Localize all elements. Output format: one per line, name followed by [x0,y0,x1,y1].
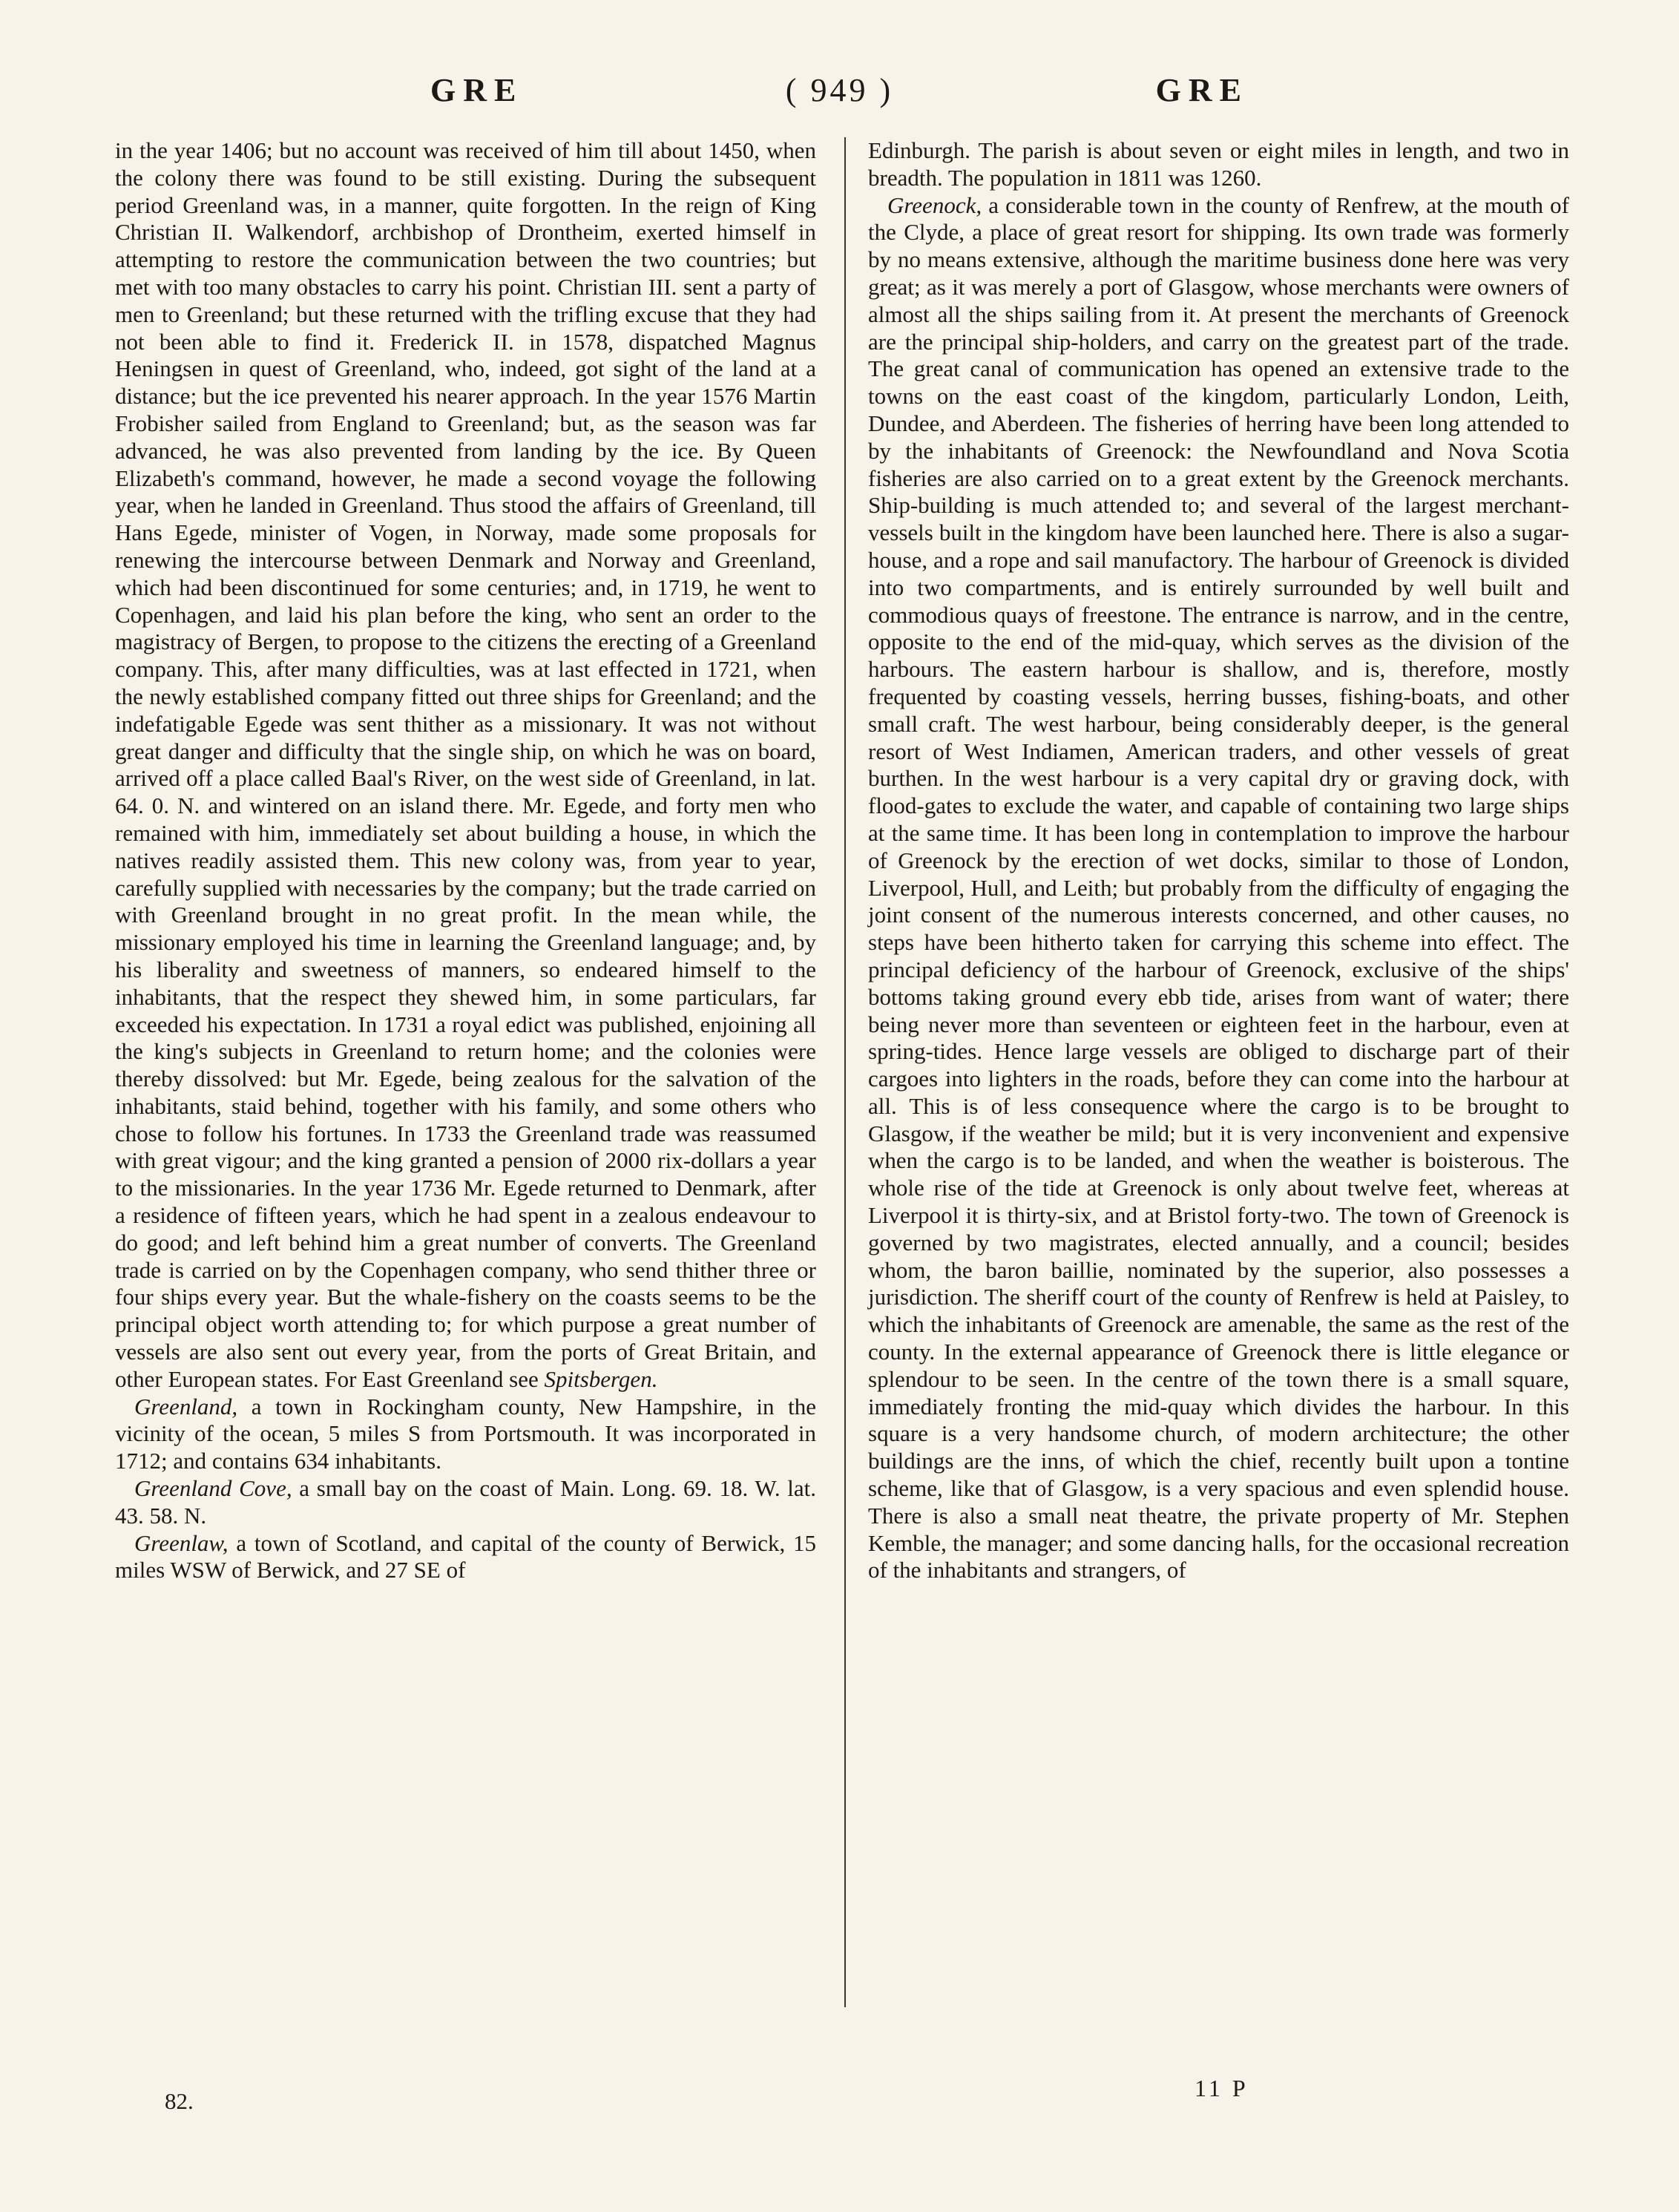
entry-text: a town of Scotland, and capital of the county of Berwick, 15 miles WSW of Berwick, and 27 SE of [115,1529,816,1583]
text-columns [115,137,1588,2067]
entry-greenock [868,192,1569,1585]
catchword-tail: 82. [165,2088,194,2114]
cross-reference: Spitsbergen. [544,1365,658,1392]
running-head-right: GRE [1155,72,1249,108]
entry-headword: Greenock, [887,191,982,218]
paragraph-text: in the year 1406; but no account was received of him till about 1450, when the colony there was found to be still existing. During the subsequent period Greenland was, in a manner, quite forgotten. In the reign of King Christian II. Walkendorf, archbishop of Drontheim, exerted himself in attempting to restore the communication between the two countries; but met with too many obstacles to carry his point. Christian III. sent a party of men to Greenland; but these returned with the trifling excuse that they had not been able to find it. Frederick II. in 1578, dispatched Magnus Heningsen in quest of Greenland, who, indeed, got sight of the land at a distance; but the ice prevented his nearer approach. In the year 1576 Martin Frobisher sailed from England to Greenland; but, as the season was far advanced, he was also prevented from landing by the ice. By Queen Elizabeth's command, however, he made a second voyage the following year, when he landed in Greenland. Thus stood the affairs of Greenland, till Hans Egede, minister of Vogen, in Norway, made some proposals for renewing the intercourse between Denmark and Norway and Greenland, which had been discontinued for some centuries; and, in 1719, he went to Copenhagen, and laid his plan before the king, who sent an order to the magistracy of Bergen, to propose to the citizens the erecting of a Greenland company. This, after many difficulties, was at last effected in 1721, when the newly established company fitted out three ships for Greenland; and the indefatigable Egede was sent thither as a missionary. It was not without great danger and difficulty that the single ship, on which he was on board, arrived off a place called Baal's River, on the west side of Greenland, in lat. 64. 0. N. and wintered on an island there. Mr. Egede, and forty men who remained with him, immediately set about building a house, in which the natives readily assisted them. This new colony was, from year to year, carefully supplied with necessaries by the company; but the trade carried on with Greenland brought in no great profit. In the mean while, the missionary employed his time in learning the Greenland language; and, by his liberality and sweetness of manners, so endeared himself to the inhabitants, that the respect they shewed him, in some particulars, far exceeded his expectation. In 1731 a royal edict was published, enjoining all the king's subjects in Greenland to return home; and the colonies were thereby dissolved: but Mr. Egede, being zealous for the salvation of the inhabitants, staid behind, together with his family, and some others who chose to follow his fortunes. In 1733 the Greenland trade was reassumed with great vigour; and the king granted a pension of 2000 rix-dollars a year to the missionaries. In the year 1736 Mr. Egede returned to Denmark, after a residence of fifteen years, which he had spent in a zealous endeavour to do good; and left behind him a great number of converts. The Greenland trade is carried on by the Copenhagen company, who send thither three or four ships every year. But the whale-fishery on the coasts seems to be the principal object worth attending to; for which purpose a great number of vessels are also sent out every year, from the ports of Great Britain, and other European states. For East Greenland see [115,137,816,1392]
paragraph-greenland-history [115,137,816,1394]
page-number: ( 949 ) [785,72,894,108]
entry-headword: Greenlaw, [134,1529,229,1556]
entry-headword: Greenland, [134,1393,238,1420]
entry-text: a small bay on the coast of Main. Long. 69. 18. W. lat. 43. 58. N. [115,1475,817,1529]
right-column [868,137,1569,1584]
entry-greenlaw [115,1530,816,1585]
running-head-left: GRE [430,72,524,108]
paragraph-text: Edinburgh. The parish is about seven or eight miles in length, and two in breadth. The population in 1811 was 1260. [868,137,1569,191]
entry-text: a considerable town in the county of Renfrew, at the mouth of the Clyde, a place of great resort for shipping. Its own trade was formerly by no means extensive, although the maritime business done here was very great; as it was merely a port of Glasgow, whose merchants were owners of almost all the ships sailing from it. At present the merchants of Greenock are the principal ship-holders, and carry on the greatest part of the trade. The great canal of communication has opened an extensive trade to the towns on the east coast of the kingdom, particularly London, Leith, Dundee, and Aberdeen. The fisheries of herring have been long attended to by the inhabitants of Greenock: the Newfoundland and Nova Scotia fisheries are also carried on to a great extent by the Greenock merchants. Ship-building is much attended to; and several of the largest merchant-vessels built in the kingdom have been launched here. There is also a sugar-house, and a rope and sail manufactory. The harbour of Greenock is divided into two compartments, and is entirely surrounded by well built and commodious quays of freestone. The entrance is narrow, and in the centre, opposite to the end of the mid-quay, which serves as the division of the harbours. The eastern harbour is shallow, and is, therefore, mostly frequented by coasting vessels, herring busses, fishing-boats, and other small craft. The west harbour, being considerably deeper, is the general resort of West Indiamen, American traders, and other vessels of great burthen. In the west harbour is a very capital dry or graving dock, with flood-gates to exclude the water, and capable of containing two large ships at the same time. It has been long in contemplation to improve the harbour of Greenock by the erection of wet docks, similar to those of London, Liverpool, Hull, and Leith; but probably from the difficulty of engaging the joint consent of the numerous interests concerned, and other causes, no steps have been hitherto taken for carrying this scheme into effect. The principal deficiency of the harbour of Greenock, exclusive of the ships' bottoms taking ground every ebb tide, arises from want of water; there being never more than seventeen or eighteen feet in the harbour, even at spring-tides. Hence large vessels are obliged to discharge part of their cargoes into lighters in the roads, before they can come into the harbour at all. This is of less consequence where the cargo is to be brought to Glasgow, if the weather be mild; but it is very inconvenient and expensive when the cargo is to be landed, and when the weather is boisterous. The whole rise of the tide at Greenock is only about twelve feet, whereas at Liverpool it is thirty-six, and at Bristol forty-two. The town of Greenock is governed by two magistrates, elected annually, and a council; besides whom, the baron baillie, nominated by the superior, also possesses a jurisdiction. The sheriff court of the county of Renfrew is held at Paisley, to which the inhabitants of Greenock are amenable, the same as the rest of the county. In the external appearance of Greenock there is little elegance or splendour to be seen. In the centre of the town there is a small square, immediately fronting the mid-quay which divides the harbour. In this square is a very handsome church, of modern architecture; the other buildings are the inns, of which the chief, recently built upon a tontine scheme, like that of Glasgow, is a very spacious and even splendid house. There is also a small neat theatre, the private property of Mr. Stephen Kemble, the manager; and some dancing halls, for the occasional recreation of the inhabitants and strangers, of [868,191,1569,1583]
left-column [115,137,816,1584]
entry-greenland-cove [115,1475,816,1530]
page-header [119,71,1560,116]
paragraph-greenlaw-continued [868,137,1569,192]
signature-mark: 11 P [1195,2075,1249,2101]
column-divider [844,137,846,2007]
entry-text: a town in Rockingham county, New Hampshire, in the vicinity of the ocean, 5 miles S from Portsmouth. It was incorporated in 1712; and contains 634 inhabitants. [115,1393,816,1474]
entry-greenland-nh [115,1394,816,1475]
entry-headword: Greenland Cove, [134,1475,292,1502]
